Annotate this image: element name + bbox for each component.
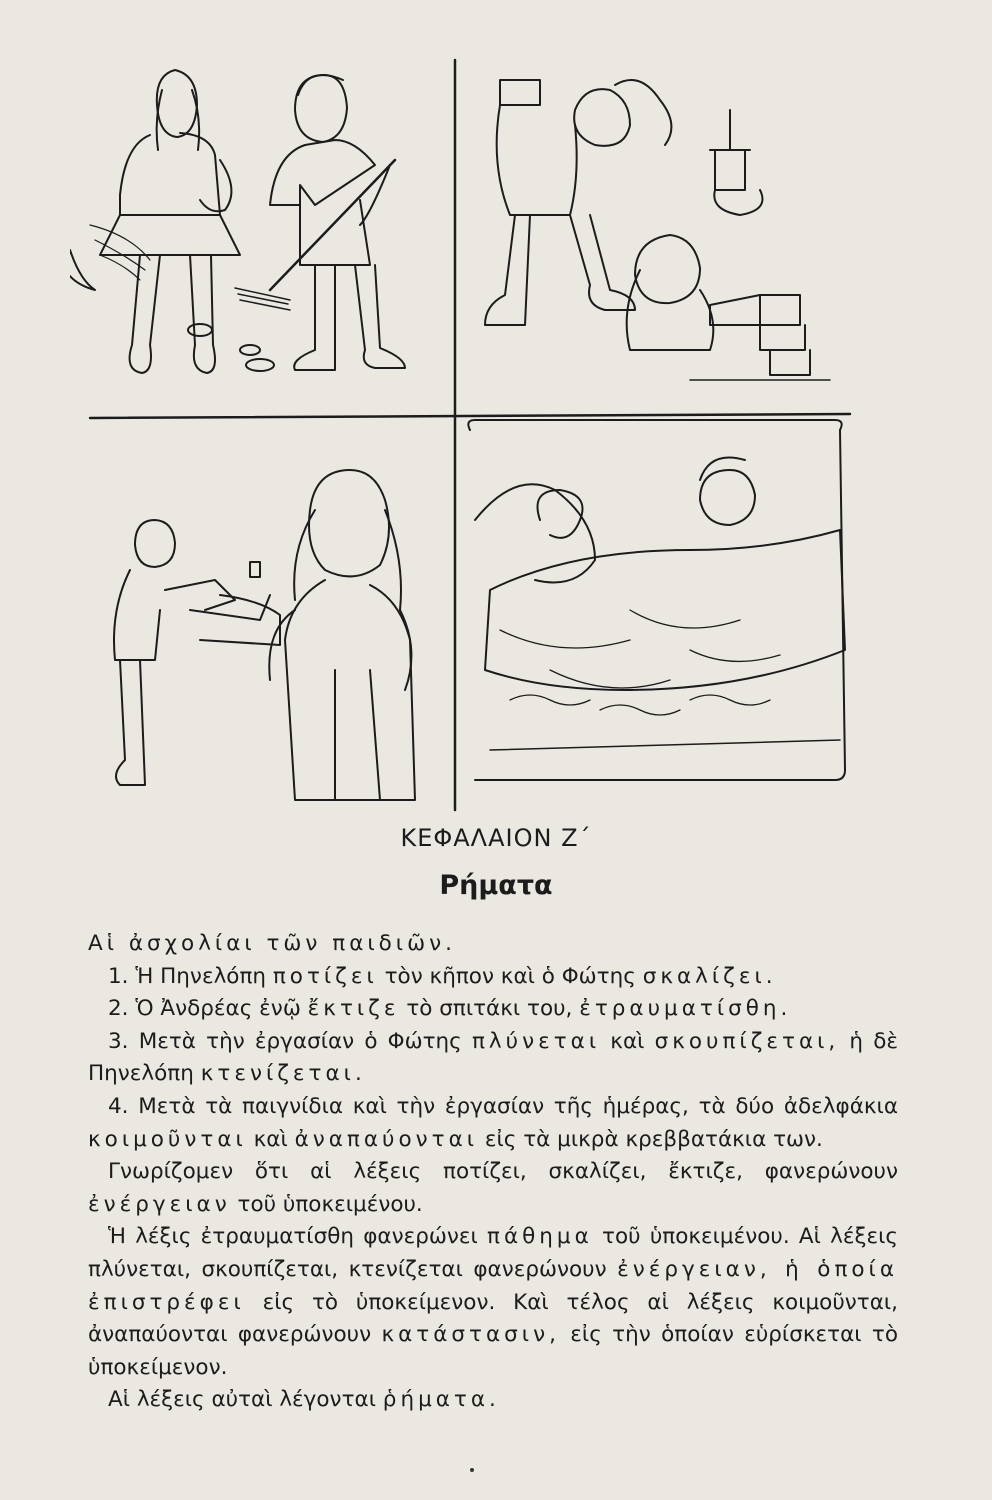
text-run: 4. Μετὰ τὰ παιγνίδια καὶ τὴν ἐργασίαν τῆς ἡμέρας, τὰ δύο ἀδελφάκια <box>108 1093 898 1119</box>
subject-title: Ρήματα <box>439 870 553 901</box>
paragraph-7 <box>88 1384 898 1417</box>
panel-sleeping-drawing <box>468 420 845 780</box>
spaced-verb: ἐτραυματίσθη. <box>579 996 792 1022</box>
text-run: 1. Ἡ Πηνελόπη <box>108 963 273 989</box>
text-run: τοῦ ὑποκειμένου. <box>230 1191 423 1217</box>
spaced-verb: ἔκτιζε <box>307 996 400 1022</box>
body-text <box>88 928 898 1417</box>
text-run: ἡ δὲ Πηνελόπη <box>88 1028 899 1087</box>
spaced-verb: σκαλίζει. <box>642 963 777 989</box>
text-run: τὸ σπιτάκι του, <box>399 996 580 1022</box>
spaced-verb: κοιμοῦνται <box>88 1126 247 1152</box>
text-run: Αἱ λέξεις αὐταὶ λέγονται <box>108 1387 383 1413</box>
chapter-heading: ΚΕΦΑΛΑΙΟΝ Ζ΄ <box>400 824 592 852</box>
text-run: 2. Ὁ Ἀνδρέας ἐνῷ <box>108 996 308 1022</box>
text-run: εἰς τὰ μικρὰ κρεββατάκια των. <box>478 1126 823 1152</box>
text-run: εἰς τὸ ὑποκείμενον. Καὶ τέλος αἱ λέξεις κοιμοῦνται, ἀναπαύονται φανερώνουν <box>88 1289 898 1348</box>
page-mark <box>470 1468 474 1472</box>
spaced-verb: ἀναπαύονται <box>294 1126 479 1152</box>
spaced-term: πάθημα <box>487 1224 593 1250</box>
text-run: τοῦ ὑποκειμένου. Αἱ λέξεις πλύνεται, σκουπίζεται, κτενίζεται φανερώνουν <box>88 1224 898 1282</box>
paragraph-1 <box>88 961 898 994</box>
spaced-verb: πλύνεται <box>471 1028 601 1054</box>
text-run: εἰς τὴν ὁποίαν εὑρίσκεται τὸ ὑποκείμενον. <box>88 1322 898 1380</box>
spaced-term: ἐνέργειαν, ἡ ὁποία ἐπιστρέφει <box>88 1256 898 1315</box>
panel-washing-drawing <box>114 470 415 800</box>
text-run: Γνωρίζομεν ὅτι αἱ λέξεις ποτίζει, σκαλίζει, ἔκτιζε, φανερώνουν <box>108 1159 898 1185</box>
paragraph-4 <box>88 1091 898 1156</box>
text-run: 3. Μετὰ τὴν ἐργασίαν ὁ Φώτης <box>108 1028 472 1054</box>
paragraph-6 <box>88 1221 898 1384</box>
text-run: καὶ <box>246 1126 295 1152</box>
panel-building-drawing <box>485 80 830 380</box>
spaced-verb: κτενίζεται. <box>200 1061 366 1087</box>
section-subtitle: Αἱ ἀσχολίαι τῶν παιδιῶν. <box>88 931 456 956</box>
panel-garden-drawing <box>70 70 405 373</box>
spaced-term: ῥήματα. <box>382 1387 500 1413</box>
spaced-term: κατάστασιν, <box>381 1322 560 1348</box>
paragraph-3 <box>88 1026 898 1091</box>
illustration-four-panels <box>70 50 920 820</box>
paragraph-2 <box>88 993 898 1026</box>
spaced-term: ἐνέργειαν <box>88 1191 231 1217</box>
spaced-verb: σκουπίζεται, <box>654 1028 840 1054</box>
spaced-verb: ποτίζει <box>272 963 378 989</box>
text-run: Ἡ λέξις ἐτραυματίσθη φανερώνει <box>108 1224 488 1250</box>
text-run: τὸν κῆπον καὶ ὁ Φώτης <box>377 963 643 989</box>
text-run: καὶ <box>600 1028 655 1054</box>
paragraph-5 <box>88 1156 898 1221</box>
